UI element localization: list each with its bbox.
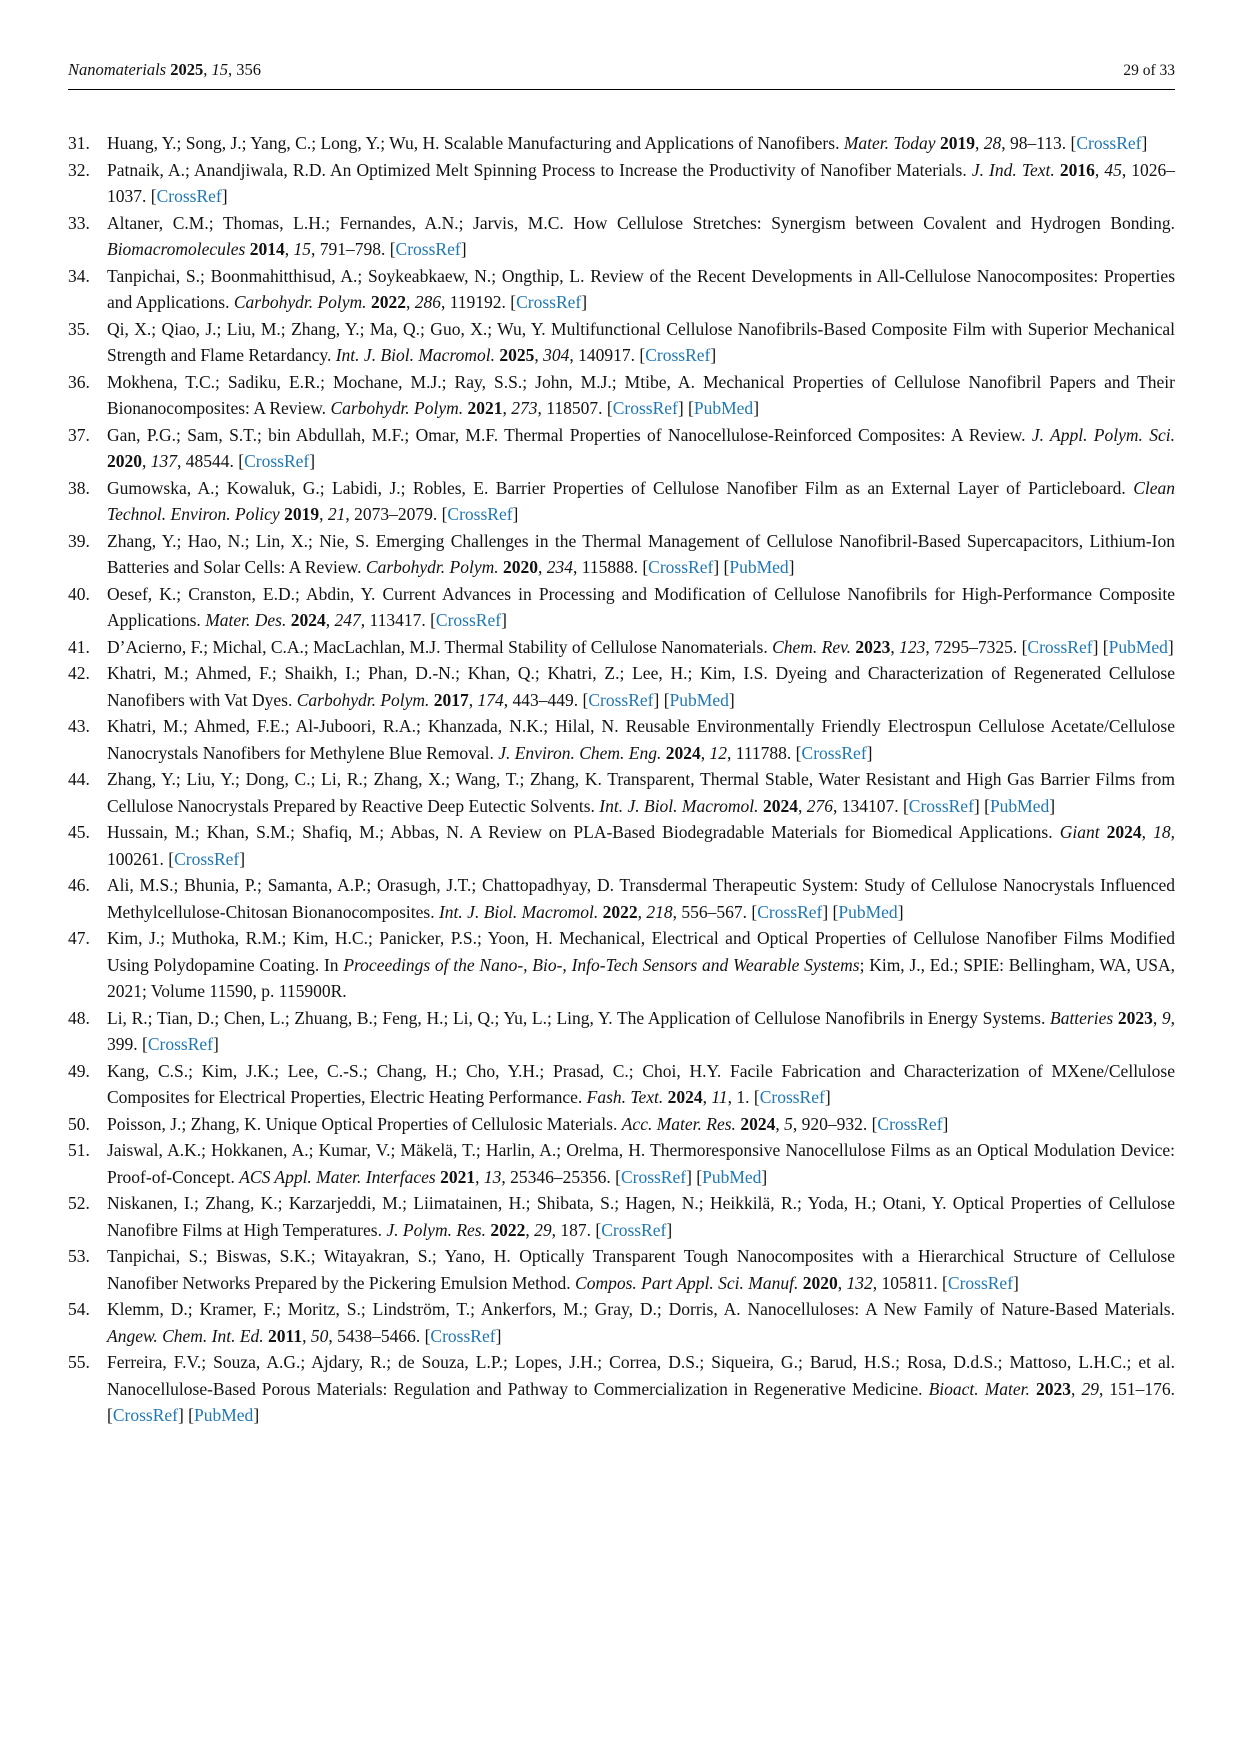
reference-text [107, 369, 1175, 422]
crossref-link[interactable]: CrossRef [1076, 133, 1142, 153]
text-segment: Int. J. Biol. Macromol. [335, 345, 495, 365]
reference-item [68, 1111, 1175, 1138]
text-segment: , [837, 1272, 847, 1293]
text-segment: Compos. Part Appl. Sci. Manuf. [575, 1272, 799, 1293]
text-segment: 2022 [490, 1219, 526, 1240]
reference-text [107, 1296, 1175, 1349]
crossref-link[interactable]: CrossRef [244, 451, 310, 471]
text-segment: , 399. [ [107, 1007, 1175, 1054]
text-segment: ] [710, 345, 717, 365]
text-segment: Jaiswal, A.K.; Hokkanen, A.; Kumar, V.; Mäkelä, T.; Harlin, A.; Orelma, H. Thermoresponsive Nanocellulose Films as an Optical Modulation Device: Proof-of-Concept. [107, 1140, 1175, 1187]
text-segment: ] [239, 848, 246, 869]
reference-text [107, 422, 1175, 475]
reference-item [68, 1349, 1175, 1429]
crossref-link[interactable]: CrossRef [877, 1113, 943, 1134]
text-segment: , [142, 451, 151, 471]
text-segment: ] [897, 901, 904, 922]
text-segment: 137 [150, 451, 177, 471]
text-segment: 2022 [370, 292, 406, 312]
text-segment: J. Ind. Text. [971, 159, 1055, 180]
reference-text [107, 819, 1175, 872]
crossref-link[interactable]: CrossRef [156, 186, 222, 206]
text-segment: , [797, 795, 807, 816]
text-segment: , 920–932. [ [792, 1113, 878, 1134]
reference-item [68, 210, 1175, 263]
reference-number: 40. [68, 583, 90, 604]
text-segment: 28 [983, 133, 1002, 153]
text-segment: Giant [1059, 822, 1100, 842]
text-segment: , [405, 292, 415, 312]
text-segment: , [475, 1166, 484, 1187]
text-segment: , 98–113. [ [1001, 133, 1077, 153]
pubmed-link[interactable]: PubMed [693, 398, 754, 418]
text-segment: 2016 [1059, 159, 1095, 180]
text-segment: 234 [546, 557, 573, 577]
text-segment: 132 [846, 1272, 873, 1293]
reference-text [107, 1137, 1175, 1190]
text-segment: Angew. Chem. Int. Ed. [107, 1325, 264, 1346]
text-segment: Hussain, M.; Khan, S.M.; Shafiq, M.; Abbas, N. A Review on PLA-Based Biodegradable Materials for Biomedical Applications. [107, 822, 1060, 842]
crossref-link[interactable]: CrossRef [620, 1166, 687, 1187]
text-segment: 2024 [740, 1113, 776, 1134]
page-number: 29 of 33 [1123, 62, 1175, 79]
reference-item [68, 1190, 1175, 1243]
text-segment: , 140917. [ [569, 345, 646, 365]
text-segment: 2024 [290, 610, 326, 630]
text-segment: 29 [534, 1219, 552, 1240]
text-segment: Zhang, Y.; Liu, Y.; Dong, C.; Li, R.; Zhang, X.; Wang, T.; Zhang, K. Transparent, Thermal Stable, Water Resistant and High Gas Barrier Films from Cellulose Nanocrystals Prepared by Reactive Deep Eutectic Solvents. [107, 769, 1175, 816]
text-segment: 273 [511, 398, 538, 418]
text-segment: Carbohydr. Polym. [365, 557, 499, 577]
reference-text [107, 210, 1175, 263]
text-segment: 304 [543, 345, 570, 365]
reference-number: 44. [68, 769, 90, 789]
text-segment: 18 [1153, 822, 1171, 842]
crossref-link[interactable]: CrossRef [395, 239, 461, 259]
reference-item [68, 872, 1175, 925]
text-segment: Khatri, M.; Ahmed, F.E.; Al-Juboori, R.A.; Khanzada, N.K.; Hilal, N. Reusable Environmentally Friendly Electrospun Cellulose Acetate/Cellulose Nanocrystals Nanofibers for Methylene Blue Removal. [107, 716, 1175, 763]
reference-item [68, 634, 1175, 661]
text-segment: Gan, P.G.; Sam, S.T.; bin Abdullah, M.F.; Omar, M.F. Thermal Properties of Nanocellulose-Reinforced Composites: A Review. [107, 424, 1032, 445]
text-segment: ] [221, 186, 228, 206]
reference-item [68, 1243, 1175, 1296]
reference-text [107, 316, 1175, 369]
reference-item [68, 925, 1175, 1005]
reference-number: 42. [68, 663, 90, 683]
reference-text [107, 1111, 1175, 1138]
reference-list [68, 130, 1175, 1429]
reference-text [107, 1005, 1175, 1058]
text-segment: ; Kim, J., Ed.; SPIE: Bellingham, WA, USA, 2021; Volume 11590, p. 115900R. [107, 954, 1176, 1001]
text-segment: 12 [709, 742, 727, 763]
pubmed-link[interactable]: PubMed [702, 1166, 762, 1187]
text-segment: Acc. Mater. Res. [621, 1113, 736, 1134]
reference-item [68, 660, 1175, 713]
reference-number: 43. [68, 716, 90, 736]
crossref-link[interactable]: CrossRef [447, 504, 513, 524]
reference-text [107, 581, 1175, 634]
text-segment: J. Polym. Res. [386, 1219, 486, 1240]
text-segment: 2023 [1035, 1378, 1071, 1399]
text-segment: ] [309, 451, 316, 471]
reference-number: 49. [68, 1060, 90, 1081]
text-segment: 2025 [170, 60, 204, 79]
reference-number: 53. [68, 1246, 90, 1266]
crossref-link[interactable]: CrossRef [645, 345, 711, 365]
text-segment: Ferreira, F.V.; Souza, A.G.; Ajdary, R.; de Souza, L.P.; Lopes, J.H.; Correa, D.S.; Siqueira, G.; Barud, H.S.; Rosa, D.d.S.; Mattoso, L.H.C.; et al. Nanocellulose-Based Porous Materials: Regulation and Pathway to Commercialization in Regenerative Medicine. [107, 1352, 1175, 1399]
text-segment: ] [1167, 636, 1174, 657]
pubmed-link[interactable]: PubMed [989, 795, 1050, 816]
reference-text [107, 1058, 1175, 1111]
text-segment: 2017 [433, 689, 469, 710]
text-segment: Huang, Y.; Song, J.; Yang, C.; Long, Y.; Wu, H. Scalable Manufacturing and Applications of Nanofibers. [107, 133, 844, 153]
text-segment: 2021 [467, 398, 503, 418]
text-segment: ] [ [713, 557, 730, 577]
reference-item [68, 316, 1175, 369]
reference-text [107, 766, 1175, 819]
text-segment: ] [ [822, 901, 839, 922]
text-segment: 11 [711, 1087, 728, 1107]
reference-item [68, 263, 1175, 316]
text-segment: ] [ [686, 1166, 703, 1187]
text-segment: , [1141, 822, 1154, 842]
text-segment: ] [ [677, 398, 694, 418]
text-segment: , [537, 557, 547, 577]
text-segment: 45 [1104, 159, 1122, 180]
text-segment: 2025 [499, 345, 535, 365]
text-segment: , 48544. [ [177, 451, 245, 471]
reference-text [107, 713, 1175, 766]
text-segment: 247 [334, 610, 361, 630]
text-segment: Biomacromolecules [107, 239, 246, 259]
text-segment: Int. J. Biol. Macromol. [438, 901, 599, 922]
reference-text [107, 1190, 1175, 1243]
text-segment: , [468, 689, 478, 710]
crossref-link[interactable]: CrossRef [1027, 636, 1093, 657]
crossref-link[interactable]: CrossRef [516, 292, 582, 312]
text-segment [1100, 822, 1107, 842]
text-segment: 15 [211, 60, 228, 79]
reference-number: 34. [68, 265, 90, 286]
crossref-link[interactable]: CrossRef [612, 398, 678, 418]
text-segment: Carbohydr. Polym. [233, 292, 367, 312]
text-segment: Patnaik, A.; Anandjiwala, R.D. An Optimized Melt Spinning Process to Increase the Productivity of Nanofiber Materials. [107, 159, 972, 180]
text-segment: , 119192. [ [440, 292, 517, 312]
reference-number: 48. [68, 1007, 90, 1028]
journal-citation [68, 60, 261, 80]
text-segment: , 1. [ [727, 1087, 760, 1107]
text-segment: , [700, 742, 710, 763]
text-segment: Nanomaterials [68, 60, 167, 79]
text-segment: ] [ [177, 1405, 194, 1425]
text-segment: 2024 [1106, 822, 1142, 842]
text-segment: ] [581, 292, 588, 312]
text-segment: Gumowska, A.; Kowaluk, G.; Labidi, J.; Robles, E. Barrier Properties of Cellulose Nanofiber Film as an External Layer of Particleboard. [107, 477, 1134, 498]
text-segment: , 113417. [ [360, 610, 436, 630]
text-segment: ] [866, 742, 873, 763]
text-segment: ] [1141, 133, 1148, 153]
pubmed-link[interactable]: PubMed [669, 689, 729, 710]
text-segment: , 7295–7325. [ [925, 636, 1028, 657]
text-segment: Clean Technol. Environ. Policy [107, 477, 1175, 524]
text-segment: Batteries [1050, 1007, 1114, 1028]
reference-text [107, 475, 1175, 528]
crossref-link[interactable]: CrossRef [147, 1034, 213, 1054]
text-segment: Mater. Des. [205, 610, 287, 630]
text-segment: 2020 [802, 1272, 838, 1293]
reference-text [107, 634, 1175, 661]
text-segment: , [284, 239, 294, 259]
text-segment: 2019 [284, 504, 320, 524]
text-segment: , 356 [227, 60, 261, 79]
reference-item [68, 819, 1175, 872]
text-segment: 2023 [1117, 1007, 1153, 1028]
text-segment: 2024 [762, 795, 798, 816]
text-segment: , 134107. [ [832, 795, 909, 816]
text-segment: 2011 [268, 1325, 303, 1346]
text-segment: 21 [327, 504, 346, 524]
text-segment: , 105811. [ [872, 1272, 948, 1293]
text-segment: D’Acierno, F.; Michal, C.A.; MacLachlan, M.J. Thermal Stability of Cellulose Nanomaterials. [107, 636, 773, 657]
text-segment: Int. J. Biol. Macromol. [599, 795, 759, 816]
text-segment: 9 [1161, 1007, 1171, 1028]
header-divider [68, 89, 1175, 90]
text-segment: Qi, X.; Qiao, J.; Liu, M.; Zhang, Y.; Ma, Q.; Guo, X.; Wu, Y. Multifunctional Cellulose Nanofibrils-Based Composite Film with Superior Mechanical Strength and Flame Retardancy. [107, 318, 1175, 365]
text-segment: ] [1049, 795, 1056, 816]
reference-number: 41. [68, 636, 90, 657]
text-segment: , [775, 1113, 785, 1134]
reference-item [68, 713, 1175, 766]
text-segment: Khatri, M.; Ahmed, F.; Shaikh, I.; Phan, D.-N.; Khan, Q.; Khatri, Z.; Lee, H.; Kim, I.S. Dyeing and Characterization of Regenerated Cellulose Nanofibers with Vat Dyes. [107, 663, 1175, 710]
crossref-link[interactable]: CrossRef [759, 1087, 825, 1107]
crossref-link[interactable]: CrossRef [801, 742, 867, 763]
text-segment: ] [501, 610, 507, 630]
text-segment: , 556–567. [ [672, 901, 758, 922]
text-segment: ACS Appl. Mater. Interfaces [239, 1166, 436, 1187]
text-segment: 218 [646, 901, 673, 922]
reference-number: 52. [68, 1193, 90, 1213]
reference-item [68, 369, 1175, 422]
text-segment: 13 [483, 1166, 502, 1187]
text-segment: , 118507. [ [537, 398, 613, 418]
reference-number: 38. [68, 477, 90, 498]
text-segment: Bioact. Mater. [928, 1378, 1030, 1399]
text-segment: Zhang, Y.; Hao, N.; Lin, X.; Nie, S. Emerging Challenges in the Thermal Management of Cellulose Nanofibril-Based Supercapacitors, Lithium-Ion Batteries and Solar Cells: A Review. [107, 530, 1175, 577]
text-segment: ] [253, 1405, 260, 1425]
reference-number: 32. [68, 159, 90, 180]
reference-text [107, 872, 1175, 925]
pubmed-link[interactable]: PubMed [194, 1405, 254, 1425]
reference-item [68, 1058, 1175, 1111]
reference-item [68, 130, 1175, 157]
text-segment: Proceedings of the Nano-, Bio-, Info-Tech Sensors and Wearable Systems [343, 954, 860, 975]
text-segment: ] [ [973, 795, 990, 816]
reference-number: 46. [68, 875, 90, 895]
text-segment: 2024 [665, 742, 701, 763]
text-segment: ] [495, 1325, 502, 1346]
text-segment: , [302, 1325, 311, 1346]
text-segment: ] [942, 1113, 949, 1134]
text-segment: 15 [293, 239, 311, 259]
text-segment: ] [728, 689, 735, 710]
text-segment: , [203, 60, 212, 79]
reference-number: 54. [68, 1299, 90, 1319]
crossref-link[interactable]: CrossRef [908, 795, 974, 816]
text-segment: 2014 [249, 239, 285, 259]
text-segment: 2023 [855, 636, 891, 657]
reference-number: 35. [68, 318, 90, 339]
text-segment: ] [753, 398, 760, 418]
text-segment: , [890, 636, 900, 657]
text-segment: ] [824, 1087, 831, 1107]
text-segment: Ali, M.S.; Bhunia, P.; Samanta, A.P.; Orasugh, J.T.; Chattopadhyay, D. Transdermal Therapeutic System: Study of Cellulose Nanocrystals Influenced Methylcellulose-Chitosan Bionanocomposites. [107, 875, 1175, 922]
reference-item [68, 1137, 1175, 1190]
text-segment: 2020 [107, 451, 142, 471]
text-segment: Niskanen, I.; Zhang, K.; Karzarjeddi, M.; Liimatainen, H.; Shibata, S.; Hagen, N.; Heikkilä, R.; Yoda, H.; Otani, Y. Optical Properties of Cellulose Nanofibre Films at High Temperatures. [107, 1193, 1175, 1240]
page-header [68, 60, 1175, 80]
reference-number: 36. [68, 371, 90, 392]
text-segment: , 2073–2079. [ [345, 504, 448, 524]
reference-text [107, 263, 1175, 316]
crossref-link[interactable]: CrossRef [435, 610, 502, 630]
text-segment: , [502, 398, 512, 418]
text-segment: ] [761, 1166, 768, 1187]
text-segment: , 111788. [ [726, 742, 802, 763]
text-segment: , [325, 610, 335, 630]
text-segment: J. Appl. Polym. Sci. [1031, 424, 1175, 445]
text-segment: 2024 [667, 1087, 703, 1107]
text-segment: ] [1013, 1272, 1019, 1293]
text-segment: ] [ [653, 689, 670, 710]
text-segment: Carbohydr. Polym. [296, 689, 430, 710]
text-segment: 286 [414, 292, 441, 312]
crossref-link[interactable]: CrossRef [648, 557, 714, 577]
reference-item [68, 528, 1175, 581]
text-segment: 123 [899, 636, 926, 657]
text-segment: Kim, J.; Muthoka, R.M.; Kim, H.C.; Panicker, P.S.; Yoon, H. Mechanical, Electrical and Optical Properties of Cellulose Nanofiber Films Modified Using Polydopamine Coating. In [107, 928, 1175, 975]
text-segment: Poisson, J.; Zhang, K. Unique Optical Properties of Cellulosic Materials. [107, 1113, 622, 1134]
text-segment: 2019 [939, 133, 975, 153]
crossref-link[interactable]: CrossRef [588, 689, 654, 710]
text-segment: 2021 [440, 1166, 476, 1187]
reference-text [107, 157, 1175, 210]
text-segment: Altaner, C.M.; Thomas, L.H.; Fernandes, A.N.; Jarvis, M.C. How Cellulose Stretches: Synergism between Covalent and Hydrogen Bonding. [107, 212, 1175, 233]
text-segment: , [637, 901, 647, 922]
text-segment: ] [212, 1034, 219, 1054]
text-segment: Tanpichai, S.; Boonmahitthisud, A.; Soykeabkaew, N.; Ongthip, L. Review of the Recent Developments in All-Cellulose Nanocomposites: Properties and Applications. [107, 265, 1175, 312]
reference-item [68, 157, 1175, 210]
reference-item [68, 475, 1175, 528]
text-segment: , 5438–5466. [ [328, 1325, 431, 1346]
text-segment: ] [788, 557, 795, 577]
text-segment: , [702, 1087, 712, 1107]
text-segment: , [525, 1219, 535, 1240]
reference-number: 51. [68, 1140, 90, 1160]
text-segment: , [1094, 159, 1105, 180]
text-segment: Klemm, D.; Kramer, F.; Moritz, S.; Lindström, T.; Ankerfors, M.; Gray, D.; Dorris, A. Nanocelluloses: A New Family of Nature-Based Materials. [107, 1299, 1175, 1319]
reference-number: 50. [68, 1113, 90, 1134]
text-segment: Tanpichai, S.; Biswas, S.K.; Witayakran, S.; Yano, H. Optically Transparent Tough Nanocomposites with a Hierarchical Structure of Cellulose Nanofiber Networks Prepared by the Pickering Emulsion Method. [107, 1246, 1175, 1293]
text-segment: , 100261. [ [107, 822, 1175, 869]
text-segment: , 25346–25356. [ [501, 1166, 621, 1187]
text-segment: 50 [310, 1325, 329, 1346]
text-segment: , 115888. [ [572, 557, 649, 577]
text-segment: , 187. [ [551, 1219, 602, 1240]
text-segment: Fash. Text. [586, 1087, 664, 1107]
text-segment: , 791–798. [ [310, 239, 396, 259]
reference-text [107, 660, 1175, 713]
pubmed-link[interactable]: PubMed [1108, 636, 1168, 657]
crossref-link[interactable]: CrossRef [947, 1272, 1014, 1293]
text-segment: J. Environ. Chem. Eng. [498, 742, 662, 763]
crossref-link[interactable]: CrossRef [601, 1219, 667, 1240]
text-segment: 174 [477, 689, 504, 710]
text-segment: Mater. Today [843, 133, 936, 153]
reference-item [68, 581, 1175, 634]
text-segment: , [319, 504, 328, 524]
text-segment: Mokhena, T.C.; Sadiku, E.R.; Mochane, M.J.; Ray, S.S.; John, M.J.; Mtibe, A. Mechanical Properties of Cellulose Nanofibril Papers and Their Bionanocomposites: A Review. [107, 371, 1175, 418]
reference-item [68, 422, 1175, 475]
reference-item [68, 1296, 1175, 1349]
reference-text [107, 1243, 1175, 1296]
reference-item [68, 1005, 1175, 1058]
reference-number: 33. [68, 212, 90, 233]
pubmed-link[interactable]: PubMed [838, 901, 898, 922]
text-segment: ] [ [1092, 636, 1109, 657]
text-segment: 2022 [602, 901, 638, 922]
reference-text [107, 1349, 1175, 1429]
reference-number: 39. [68, 530, 90, 551]
crossref-link[interactable]: CrossRef [112, 1405, 178, 1425]
reference-number: 45. [68, 822, 90, 842]
text-segment: ] [460, 239, 467, 259]
reference-text [107, 925, 1175, 1005]
text-segment: , 443–449. [ [503, 689, 589, 710]
crossref-link[interactable]: CrossRef [757, 901, 823, 922]
reference-number: 31. [68, 133, 90, 153]
text-segment: 276 [806, 795, 833, 816]
text-segment: Oesef, K.; Cranston, E.D.; Abdin, Y. Current Advances in Processing and Modification of Cellulose Nanofibrils for High-Performance Composite Applications. [107, 583, 1175, 630]
reference-number: 55. [68, 1352, 90, 1372]
text-segment: Chem. Rev. [772, 636, 851, 657]
reference-number: 37. [68, 424, 90, 445]
text-segment: , 1026–1037. [ [107, 159, 1176, 206]
text-segment: Kang, C.S.; Kim, J.K.; Lee, C.-S.; Chang, H.; Cho, Y.H.; Prasad, C.; Choi, H.Y. Facile Fabrication and Characterization of MXene/Cellulose Composites for Electrical Properties, Electric Heating Performance. [107, 1060, 1175, 1107]
reference-text [107, 528, 1175, 581]
reference-item [68, 766, 1175, 819]
reference-text [107, 130, 1175, 157]
text-segment: 2020 [502, 557, 538, 577]
text-segment: , [1152, 1007, 1162, 1028]
pubmed-link[interactable]: PubMed [729, 557, 789, 577]
text-segment: 5 [784, 1113, 793, 1134]
text-segment: , [534, 345, 544, 365]
reference-number: 47. [68, 928, 90, 948]
text-segment: Carbohydr. Polym. [330, 398, 464, 418]
text-segment: 29 [1081, 1378, 1099, 1399]
text-segment: ] [512, 504, 519, 524]
crossref-link[interactable]: CrossRef [174, 848, 240, 869]
crossref-link[interactable]: CrossRef [430, 1325, 496, 1346]
text-segment: , 151–176. [ [107, 1378, 1176, 1425]
text-segment: ] [666, 1219, 673, 1240]
text-segment: , [1070, 1378, 1082, 1399]
text-segment: , [974, 133, 984, 153]
text-segment: Li, R.; Tian, D.; Chen, L.; Zhuang, B.; Feng, H.; Li, Q.; Yu, L.; Ling, Y. The Application of Cellulose Nanofibrils in Energy Systems. [107, 1007, 1050, 1028]
